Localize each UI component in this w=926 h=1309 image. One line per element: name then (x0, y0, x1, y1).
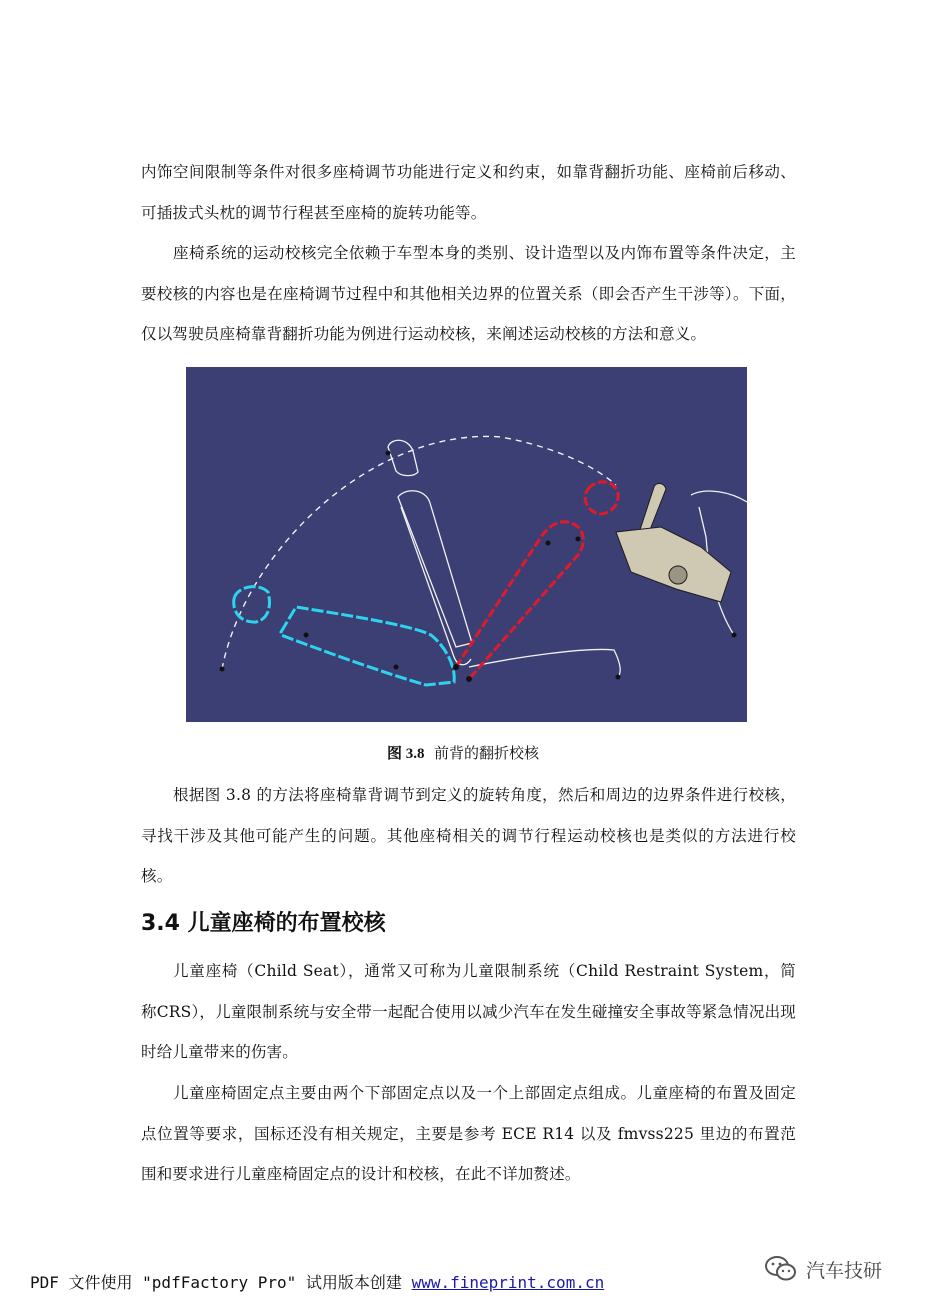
paragraph-3: 根据图 3.8 的方法将座椅靠背调节到定义的旋转角度，然后和周边的边界条件进行校核，寻找干涉及其他可能产生的问题。其他座椅相关的调节行程运动校核也是类似的方法进行校核。 (141, 786, 796, 885)
footer-link[interactable]: www.fineprint.com.cn (411, 1273, 605, 1292)
paragraph-2: 座椅系统的运动校核完全依赖于车型本身的类别、设计造型以及内饰布置等条件决定，主要校核的内容也是在座椅调节过程中和其他相关边界的位置关系（即会否产生干涉等）。下面，仅以驾驶员座椅靠背翻折功能为例进行运动校核，来阐述运动校核的方法和意义。 (141, 244, 796, 343)
figure-caption (0, 742, 926, 763)
caption-number: 图 3.8 (386, 746, 425, 762)
caption-text: 前背的翻折校核 (434, 744, 540, 762)
pdf-footer (30, 1270, 604, 1293)
section-heading: 3.4 儿童座椅的布置校核 (141, 911, 386, 936)
seat-fold-diagram (186, 367, 747, 722)
seat-fold-figure (186, 367, 747, 722)
paragraph-4: 儿童座椅（Child Seat），通常又可称为儿童限制系统（Child Restraint System，简称CRS），儿童限制系统与安全带一起配合使用以减少汽车在发生碰撞安全事故等紧急情况出现时给儿童带来的伤害。 (141, 962, 797, 1061)
mechanism-part (616, 483, 731, 602)
wechat-icon (764, 1254, 798, 1284)
paragraph-5: 儿童座椅固定点主要由两个下部固定点以及一个上部固定点组成。儿童座椅的布置及固定点位置等要求，国标还没有相关规定，主要是参考 ECE R14 以及 fmvss225 里边的布置范围和要求进行儿童座椅固定点的设计和校核，在此不详加赘述。 (141, 1084, 796, 1183)
footer-text: PDF 文件使用 "pdfFactory Pro" 试用版本创建 (30, 1273, 412, 1292)
paragraph-1: 内饰空间限制等条件对很多座椅调节功能进行定义和约束，如靠背翻折功能、座椅前后移动、可插拔式头枕的调节行程甚至座椅的旋转功能等。 (141, 163, 796, 222)
watermark-text: 汽车技研 (806, 1259, 883, 1282)
seat-cushion (234, 587, 455, 685)
watermark (764, 1254, 882, 1284)
